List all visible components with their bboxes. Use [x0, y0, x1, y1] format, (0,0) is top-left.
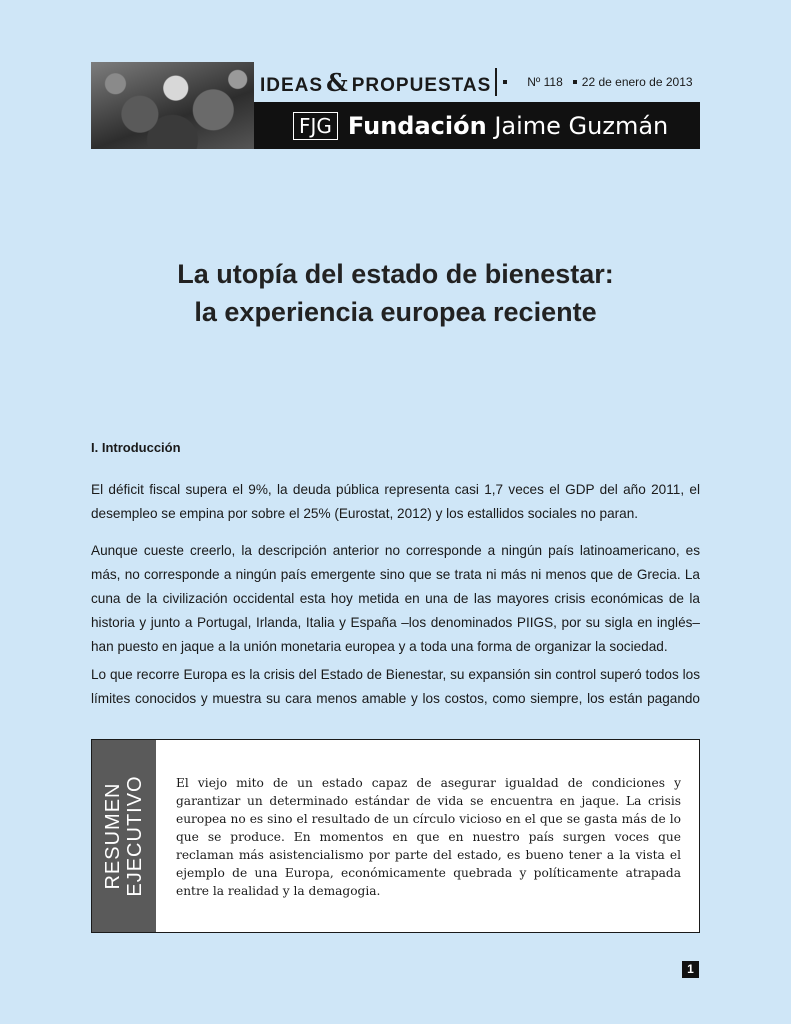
- organization-bar: [254, 102, 700, 149]
- paragraph-1: El déficit fiscal supera el 9%, la deuda pública representa casi 1,7 veces el GDP del año 2011, el desempleo se empina por sobre el 25% (Eurostat, 2012) y los estallidos sociales no paran.: [91, 482, 700, 521]
- executive-summary-box: [91, 739, 700, 933]
- summary-text: El viejo mito de un estado capaz de asegurar igualdad de condiciones y garantizar un determinado estándar de vida se encuentra en jaque. La crisis europea no es sino el resultado de un círculo vicioso en el que se gasta más de lo que se produce. En momentos en que en nuestro país surgen voces que reclaman más asistencialismo por parte del estado, es bueno tener a la vista el ejemplo de una Europa, económicamente quebrada y políticamente atrapada entre la realidad y la demagogia.: [176, 776, 681, 898]
- organization-name: [348, 112, 668, 140]
- series-ampersand: &: [326, 67, 349, 97]
- summary-label: [102, 775, 146, 896]
- header-photo: [91, 62, 254, 149]
- page-number: 1: [682, 961, 699, 978]
- series-name-left: IDEAS: [260, 74, 324, 96]
- paragraph-3: Lo que recorre Europa es la crisis del Estado de Bienestar, su expansión sin control superó todos los límites conocidos y muestra su cara menos amable y los costos, como siempre, los están pagando: [91, 667, 700, 706]
- organization-name-bold: Fundación: [347, 111, 487, 140]
- section-heading: I. Introducción: [91, 440, 181, 455]
- paragraph-2: Aunque cueste creerlo, la descripción anterior no corresponde a ningún país latinoamericano, es más, no corresponde a ningún país emergente sino que se trata ni más ni menos que de Grecia. La cuna de la civilización occidental esta hoy metida en una de las mayores crisis económicas de la historia y junto a Portugal, Irlanda, Italia y España –los denominados PIIGS, por su sigla en inglés– han puesto en jaque a la unión monetaria europea y a toda una forma de organizar la sociedad.: [91, 543, 700, 654]
- publication-header: [91, 62, 700, 149]
- series-name-right: PROPUESTAS: [351, 74, 492, 96]
- issue-date-group: [573, 75, 693, 89]
- summary-label-line-1: RESUMEN: [102, 782, 124, 890]
- title-line-1: La utopía del estado de bienestar:: [177, 259, 614, 289]
- title-line-2: la experiencia europea reciente: [194, 297, 597, 327]
- issue-date: 22 de enero de 2013: [581, 75, 693, 89]
- document-title: [0, 255, 791, 331]
- bullet-square-icon: [503, 80, 507, 84]
- issue-number: Nº 118: [527, 75, 563, 89]
- series-divider: [495, 68, 497, 96]
- summary-label-line-2: EJECUTIVO: [124, 775, 146, 897]
- fjg-logo: FJG: [293, 112, 338, 140]
- series-line: [254, 62, 700, 102]
- bullet-square-icon: [573, 80, 577, 84]
- organization-name-rest: Jaime Guzmán: [494, 111, 669, 140]
- summary-side-panel: [92, 740, 156, 932]
- series-name: [260, 68, 491, 97]
